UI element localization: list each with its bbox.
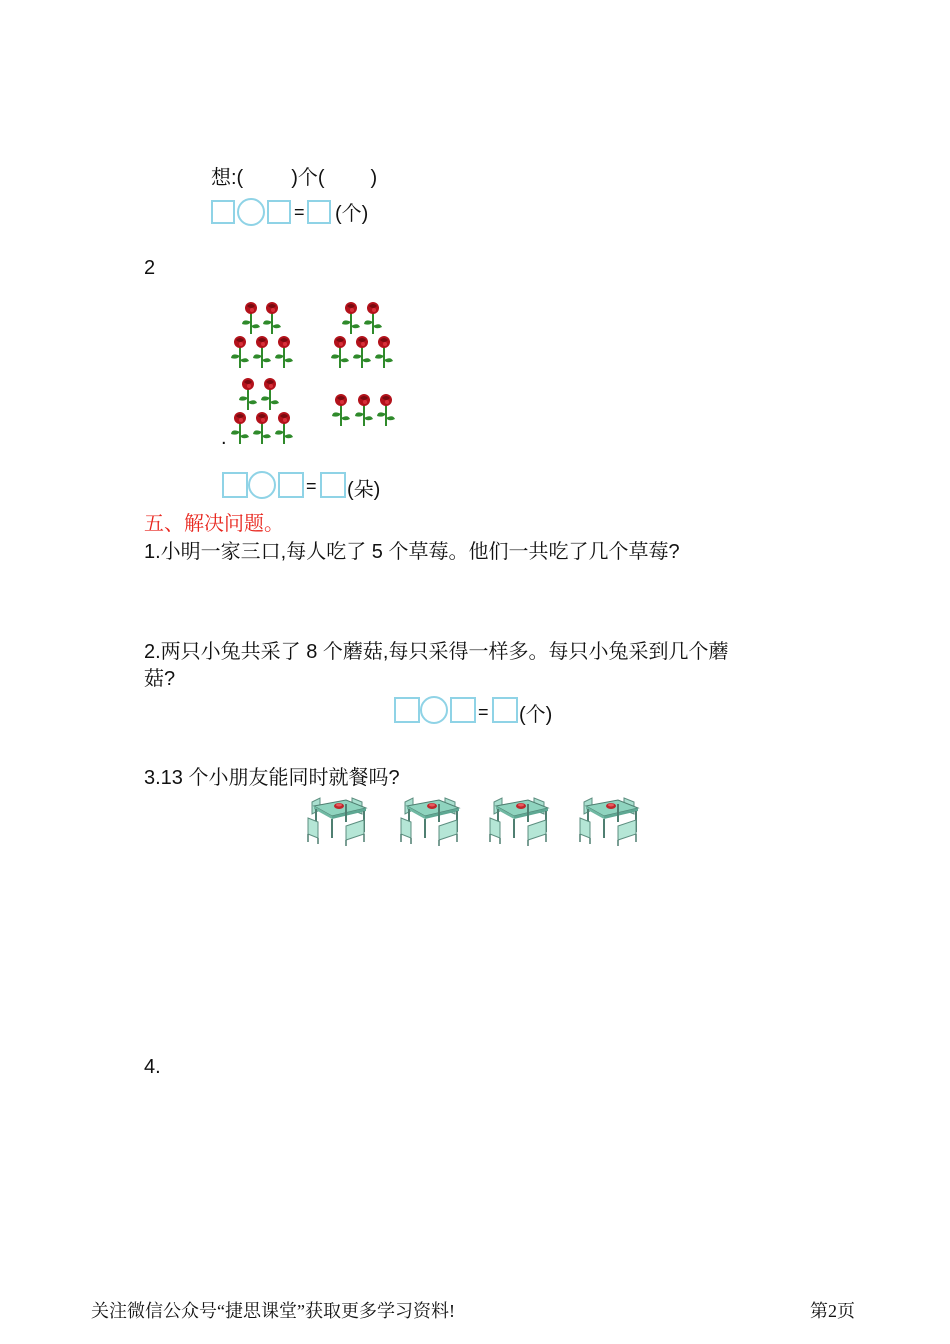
rose-flower-icon [354, 396, 374, 426]
answer-box[interactable] [394, 697, 420, 723]
think-suffix: ) [370, 167, 378, 189]
unit-label: (个) [335, 203, 369, 225]
answer-box[interactable] [492, 697, 518, 723]
problem-2-line-1: 2.两只小兔共采了 8 个蘑菇,每只采得一样多。每只小兔采到几个蘑 [144, 641, 729, 663]
rose-flower-icon [252, 338, 272, 368]
operator-circle[interactable] [237, 198, 265, 226]
rose-flower-icon [363, 304, 383, 334]
answer-box[interactable] [222, 472, 248, 498]
problem-2-line-2: 菇? [144, 668, 176, 690]
answer-box[interactable] [307, 200, 331, 224]
dining-table-icon [306, 796, 368, 840]
rose-flower-icon [230, 338, 250, 368]
rose-flower-icon [262, 304, 282, 334]
answer-box[interactable] [320, 472, 346, 498]
rose-flower-icon [252, 414, 272, 444]
dining-table-icon [578, 796, 640, 840]
stray-dot: . [221, 427, 227, 449]
rose-flower-icon [260, 380, 280, 410]
answer-box[interactable] [278, 472, 304, 498]
page-number: 第2页 [810, 1301, 855, 1321]
answer-box[interactable] [267, 200, 291, 224]
equals-sign: = [294, 202, 305, 222]
think-middle: )个( [291, 167, 325, 189]
rose-flower-icon [274, 414, 294, 444]
problem-4: 4. [144, 1056, 161, 1078]
dining-table-icon [488, 796, 550, 840]
equals-sign: = [478, 702, 489, 722]
rose-flower-icon [241, 304, 261, 334]
rose-flower-icon [374, 338, 394, 368]
rose-flower-icon [238, 380, 258, 410]
equals-sign: = [306, 476, 317, 496]
rose-flower-icon [352, 338, 372, 368]
operator-circle[interactable] [420, 696, 448, 724]
think-prefix: 想:( [211, 167, 244, 189]
question-2-label: 2 [144, 257, 156, 279]
unit-label: (朵) [347, 479, 381, 501]
rose-flower-icon [376, 396, 396, 426]
rose-flower-icon [274, 338, 294, 368]
rose-flower-icon [341, 304, 361, 334]
rose-flower-icon [330, 338, 350, 368]
problem-1: 1.小明一家三口,每人吃了 5 个草莓。他们一共吃了几个草莓? [144, 541, 680, 563]
problem-3: 3.13 个小朋友能同时就餐吗? [144, 767, 400, 789]
rose-flower-icon [331, 396, 351, 426]
dining-table-icon [399, 796, 461, 840]
section-title: 五、解决问题。 [144, 513, 284, 535]
think-line [211, 166, 377, 190]
footer-promo: 关注微信公众号“捷思课堂”获取更多学习资料! [91, 1301, 455, 1321]
answer-box[interactable] [450, 697, 476, 723]
operator-circle[interactable] [248, 471, 276, 499]
unit-label: (个) [519, 704, 553, 726]
answer-box[interactable] [211, 200, 235, 224]
rose-flower-icon [230, 414, 250, 444]
